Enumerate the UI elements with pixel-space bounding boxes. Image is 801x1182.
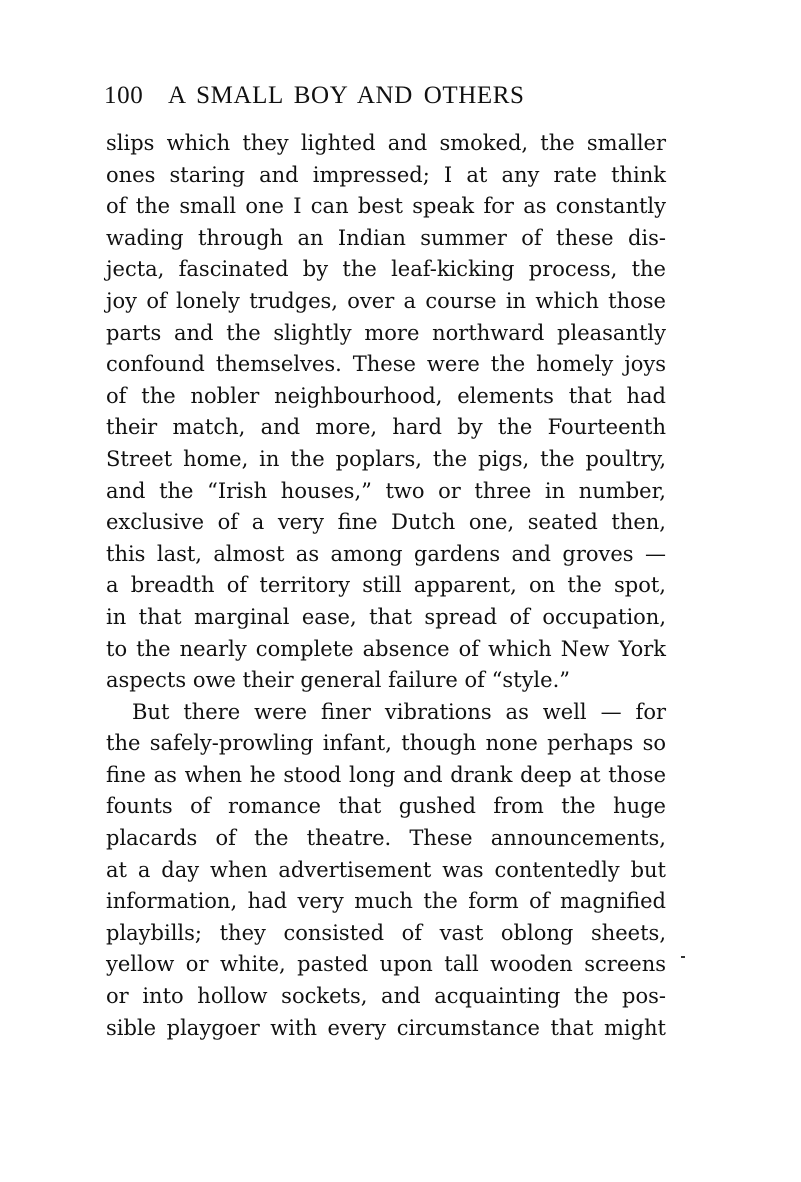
text-line: joy of lonely trudges, over a course in which those bbox=[106, 288, 666, 313]
text-line: to the nearly complete absence of which New York bbox=[106, 636, 666, 661]
text-line: and the “Irish houses,” two or three in number, bbox=[106, 478, 666, 503]
text-line: at a day when advertisement was contentedly but bbox=[106, 857, 666, 882]
text-line: yellow or white, pasted upon tall wooden screens bbox=[106, 952, 666, 977]
text-line: playbills; they consisted of vast oblong sheets, bbox=[106, 920, 666, 945]
print-speck bbox=[681, 956, 685, 958]
page-number: 100 bbox=[104, 82, 144, 109]
text-line: parts and the slightly more northward pleasantly bbox=[106, 320, 666, 345]
text-line: the safely-prowling infant, though none perhaps so bbox=[106, 731, 666, 756]
text-line: sible playgoer with every circumstance that might bbox=[106, 1015, 666, 1040]
text-line: Street home, in the poplars, the pigs, the poultry, bbox=[106, 446, 666, 471]
text-line: their match, and more, hard by the Fourteenth bbox=[106, 415, 666, 440]
running-title: A SMALL BOY AND OTHERS bbox=[168, 82, 525, 109]
text-line: confound themselves. These were the homely joys bbox=[106, 352, 666, 377]
text-line: or into hollow sockets, and acquainting the pos- bbox=[106, 984, 666, 1009]
text-line: But there were finer vibrations as well — for bbox=[132, 699, 666, 724]
text-line: ones staring and impressed; I at any rate think bbox=[106, 162, 666, 187]
text-line: exclusive of a very fine Dutch one, seated then, bbox=[106, 510, 666, 535]
text-line: founts of romance that gushed from the huge bbox=[106, 794, 666, 819]
text-line: jecta, fascinated by the leaf-kicking process, the bbox=[106, 257, 666, 282]
paragraph-2 bbox=[106, 697, 666, 1045]
text-line: fine as when he stood long and drank deep at those bbox=[106, 762, 666, 787]
body-text bbox=[106, 128, 666, 1044]
text-line: placards of the theatre. These announcements, bbox=[106, 826, 666, 851]
text-line: slips which they lighted and smoked, the smaller bbox=[106, 131, 666, 155]
text-line: of the small one I can best speak for as constantly bbox=[106, 194, 666, 219]
running-header bbox=[104, 82, 704, 116]
text-line: of the nobler neighbourhood, elements that had bbox=[106, 383, 666, 408]
text-line: a breadth of territory still apparent, on the spot, bbox=[106, 573, 666, 598]
text-line: information, had very much the form of magnified bbox=[106, 889, 666, 914]
paragraph-1 bbox=[106, 128, 666, 697]
text-line: in that marginal ease, that spread of occupation, bbox=[106, 604, 666, 629]
text-line: wading through an Indian summer of these dis- bbox=[106, 225, 666, 250]
text-line: aspects owe their general failure of “style.” bbox=[106, 668, 570, 693]
text-line: this last, almost as among gardens and groves — bbox=[106, 541, 666, 566]
